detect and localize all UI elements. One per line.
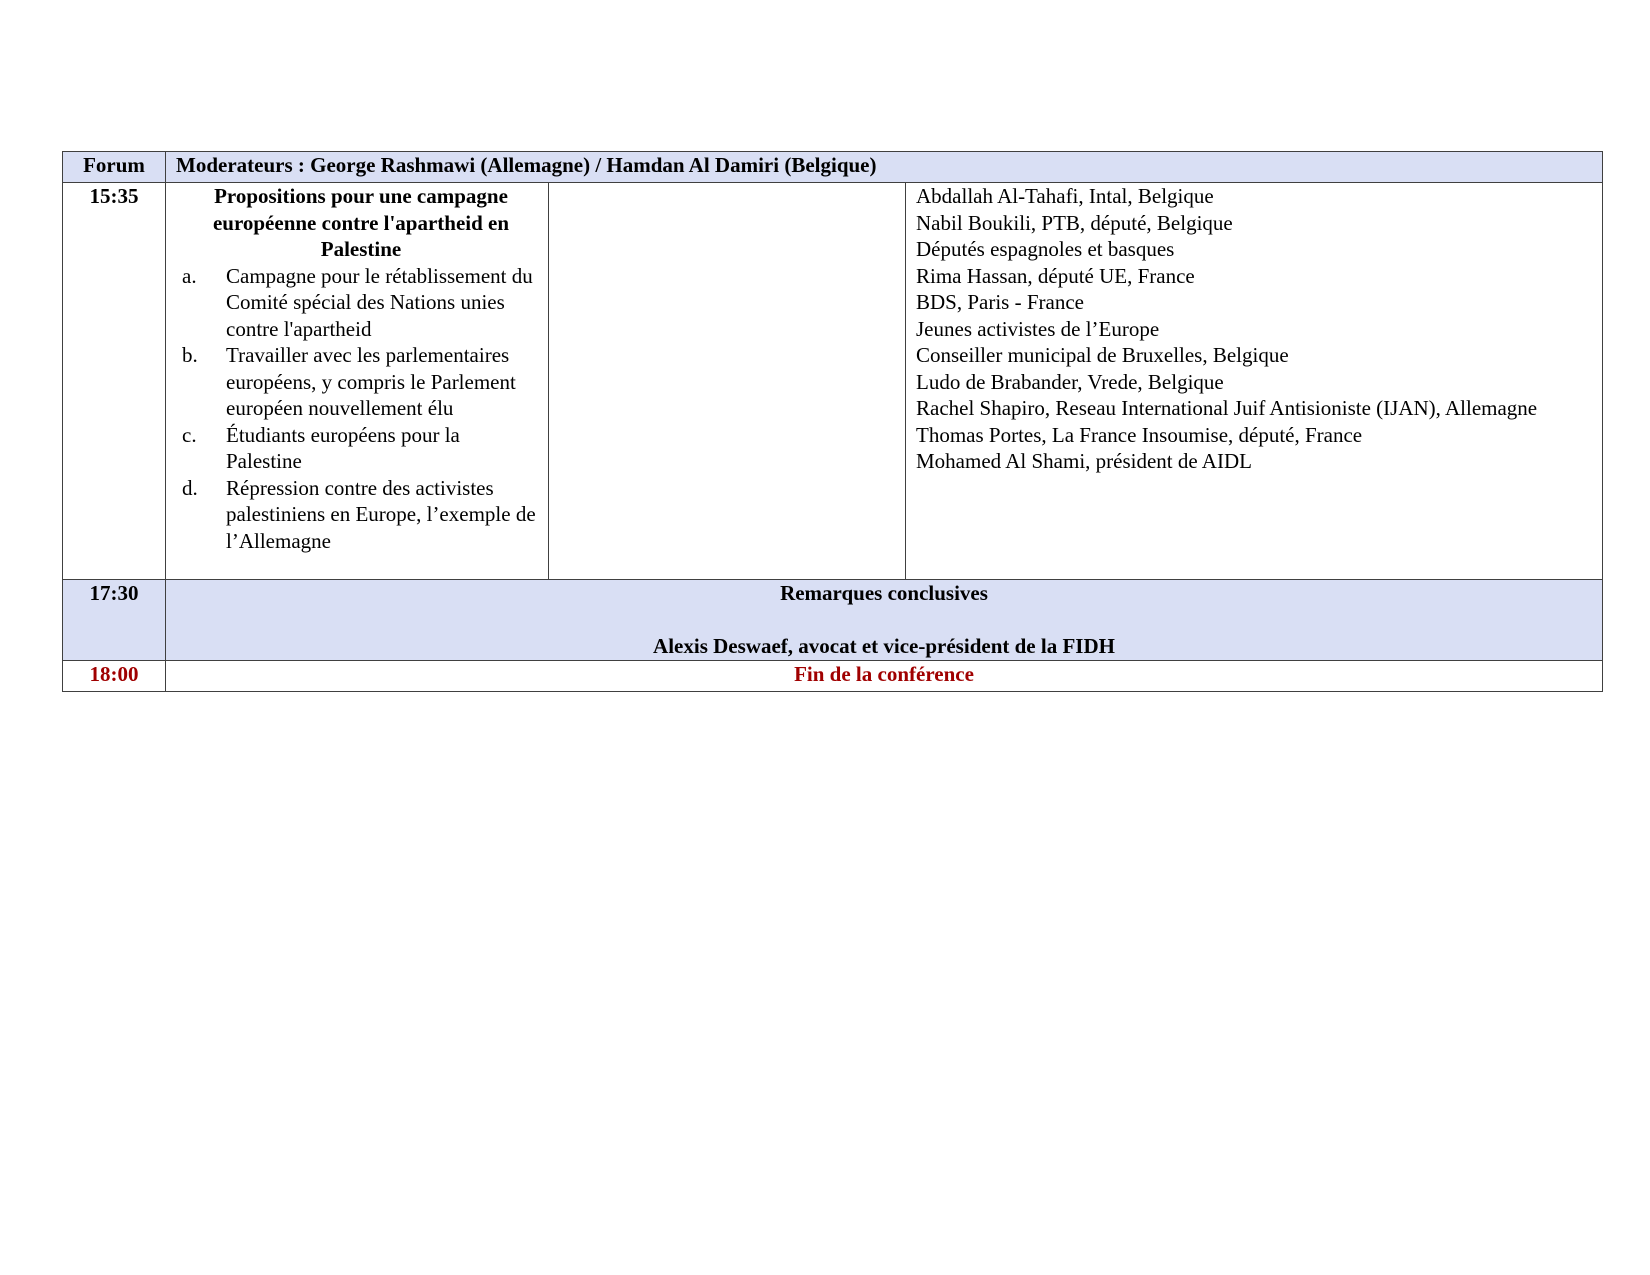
- list-marker: d.: [182, 475, 198, 500]
- list-item-text: Campagne pour le rétablissement du Comité spécial des Nations unies contre l'apartheid: [226, 263, 533, 341]
- session-title: Propositions pour une campagne européenne contre l'apartheid en Palestine: [212, 184, 510, 261]
- moderators-text: Moderateurs : George Rashmawi (Allemagne) / Hamdan Al Damiri (Belgique): [166, 152, 1603, 183]
- session-topic-cell: [166, 183, 549, 580]
- end-row: [63, 660, 1603, 691]
- speaker-item: Ludo de Brabander, Vrede, Belgique: [916, 369, 1224, 394]
- speaker-item: Rima Hassan, député UE, France: [916, 263, 1195, 288]
- spacer: [176, 607, 1592, 634]
- speaker-item: Nabil Boukili, PTB, député, Belgique: [916, 210, 1233, 235]
- speaker-item: Mohamed Al Shami, président de AIDL: [916, 449, 1252, 473]
- list-marker: a.: [182, 263, 197, 288]
- list-marker: b.: [182, 343, 198, 367]
- closing-speaker: Alexis Deswaef, avocat et vice-président de la FIDH: [653, 634, 1115, 658]
- end-time: 18:00: [63, 660, 166, 691]
- list-item: [176, 422, 538, 475]
- closing-title: Remarques conclusives: [780, 581, 988, 605]
- speaker-item: Jeunes activistes de l’Europe: [916, 316, 1160, 341]
- speaker-item: Députés espagnoles et basques: [916, 237, 1175, 261]
- list-item: [176, 263, 538, 343]
- session-time: 15:35: [63, 183, 166, 580]
- list-item-text: Travailler avec les parlementaires européens, y compris le Parlement européen nouvellement élu: [226, 343, 516, 420]
- list-marker: c.: [182, 422, 197, 447]
- speaker-item: BDS, Paris - France: [916, 290, 1084, 314]
- speaker-item: Abdallah Al-Tahafi, Intal, Belgique: [916, 184, 1214, 208]
- header-row: [63, 152, 1603, 183]
- list-item-text: Répression contre des activistes palestiniens en Europe, l’exemple de l’Allemagne: [226, 475, 536, 553]
- list-item: [176, 342, 538, 422]
- proposals-list: [176, 263, 538, 555]
- closing-row: [63, 580, 1603, 661]
- speakers-list: [916, 183, 1592, 475]
- agenda-table: [62, 151, 1603, 692]
- speaker-item: Rachel Shapiro, Reseau International Juif Antisioniste (IJAN), Allemagne: [916, 396, 1538, 420]
- session-row: [63, 183, 1603, 580]
- empty-cell: [549, 183, 906, 580]
- speaker-item: Thomas Portes, La France Insoumise, député, France: [916, 422, 1363, 447]
- closing-cell: [166, 580, 1603, 661]
- closing-time: 17:30: [63, 580, 166, 661]
- agenda-page: [62, 151, 1602, 692]
- speaker-item: Conseiller municipal de Bruxelles, Belgique: [916, 343, 1289, 367]
- list-item-text: Étudiants européens pour la Palestine: [226, 422, 460, 473]
- speakers-cell: [906, 183, 1603, 580]
- forum-label: Forum: [63, 152, 166, 183]
- end-label: Fin de la conférence: [166, 660, 1603, 691]
- list-item: [176, 475, 538, 555]
